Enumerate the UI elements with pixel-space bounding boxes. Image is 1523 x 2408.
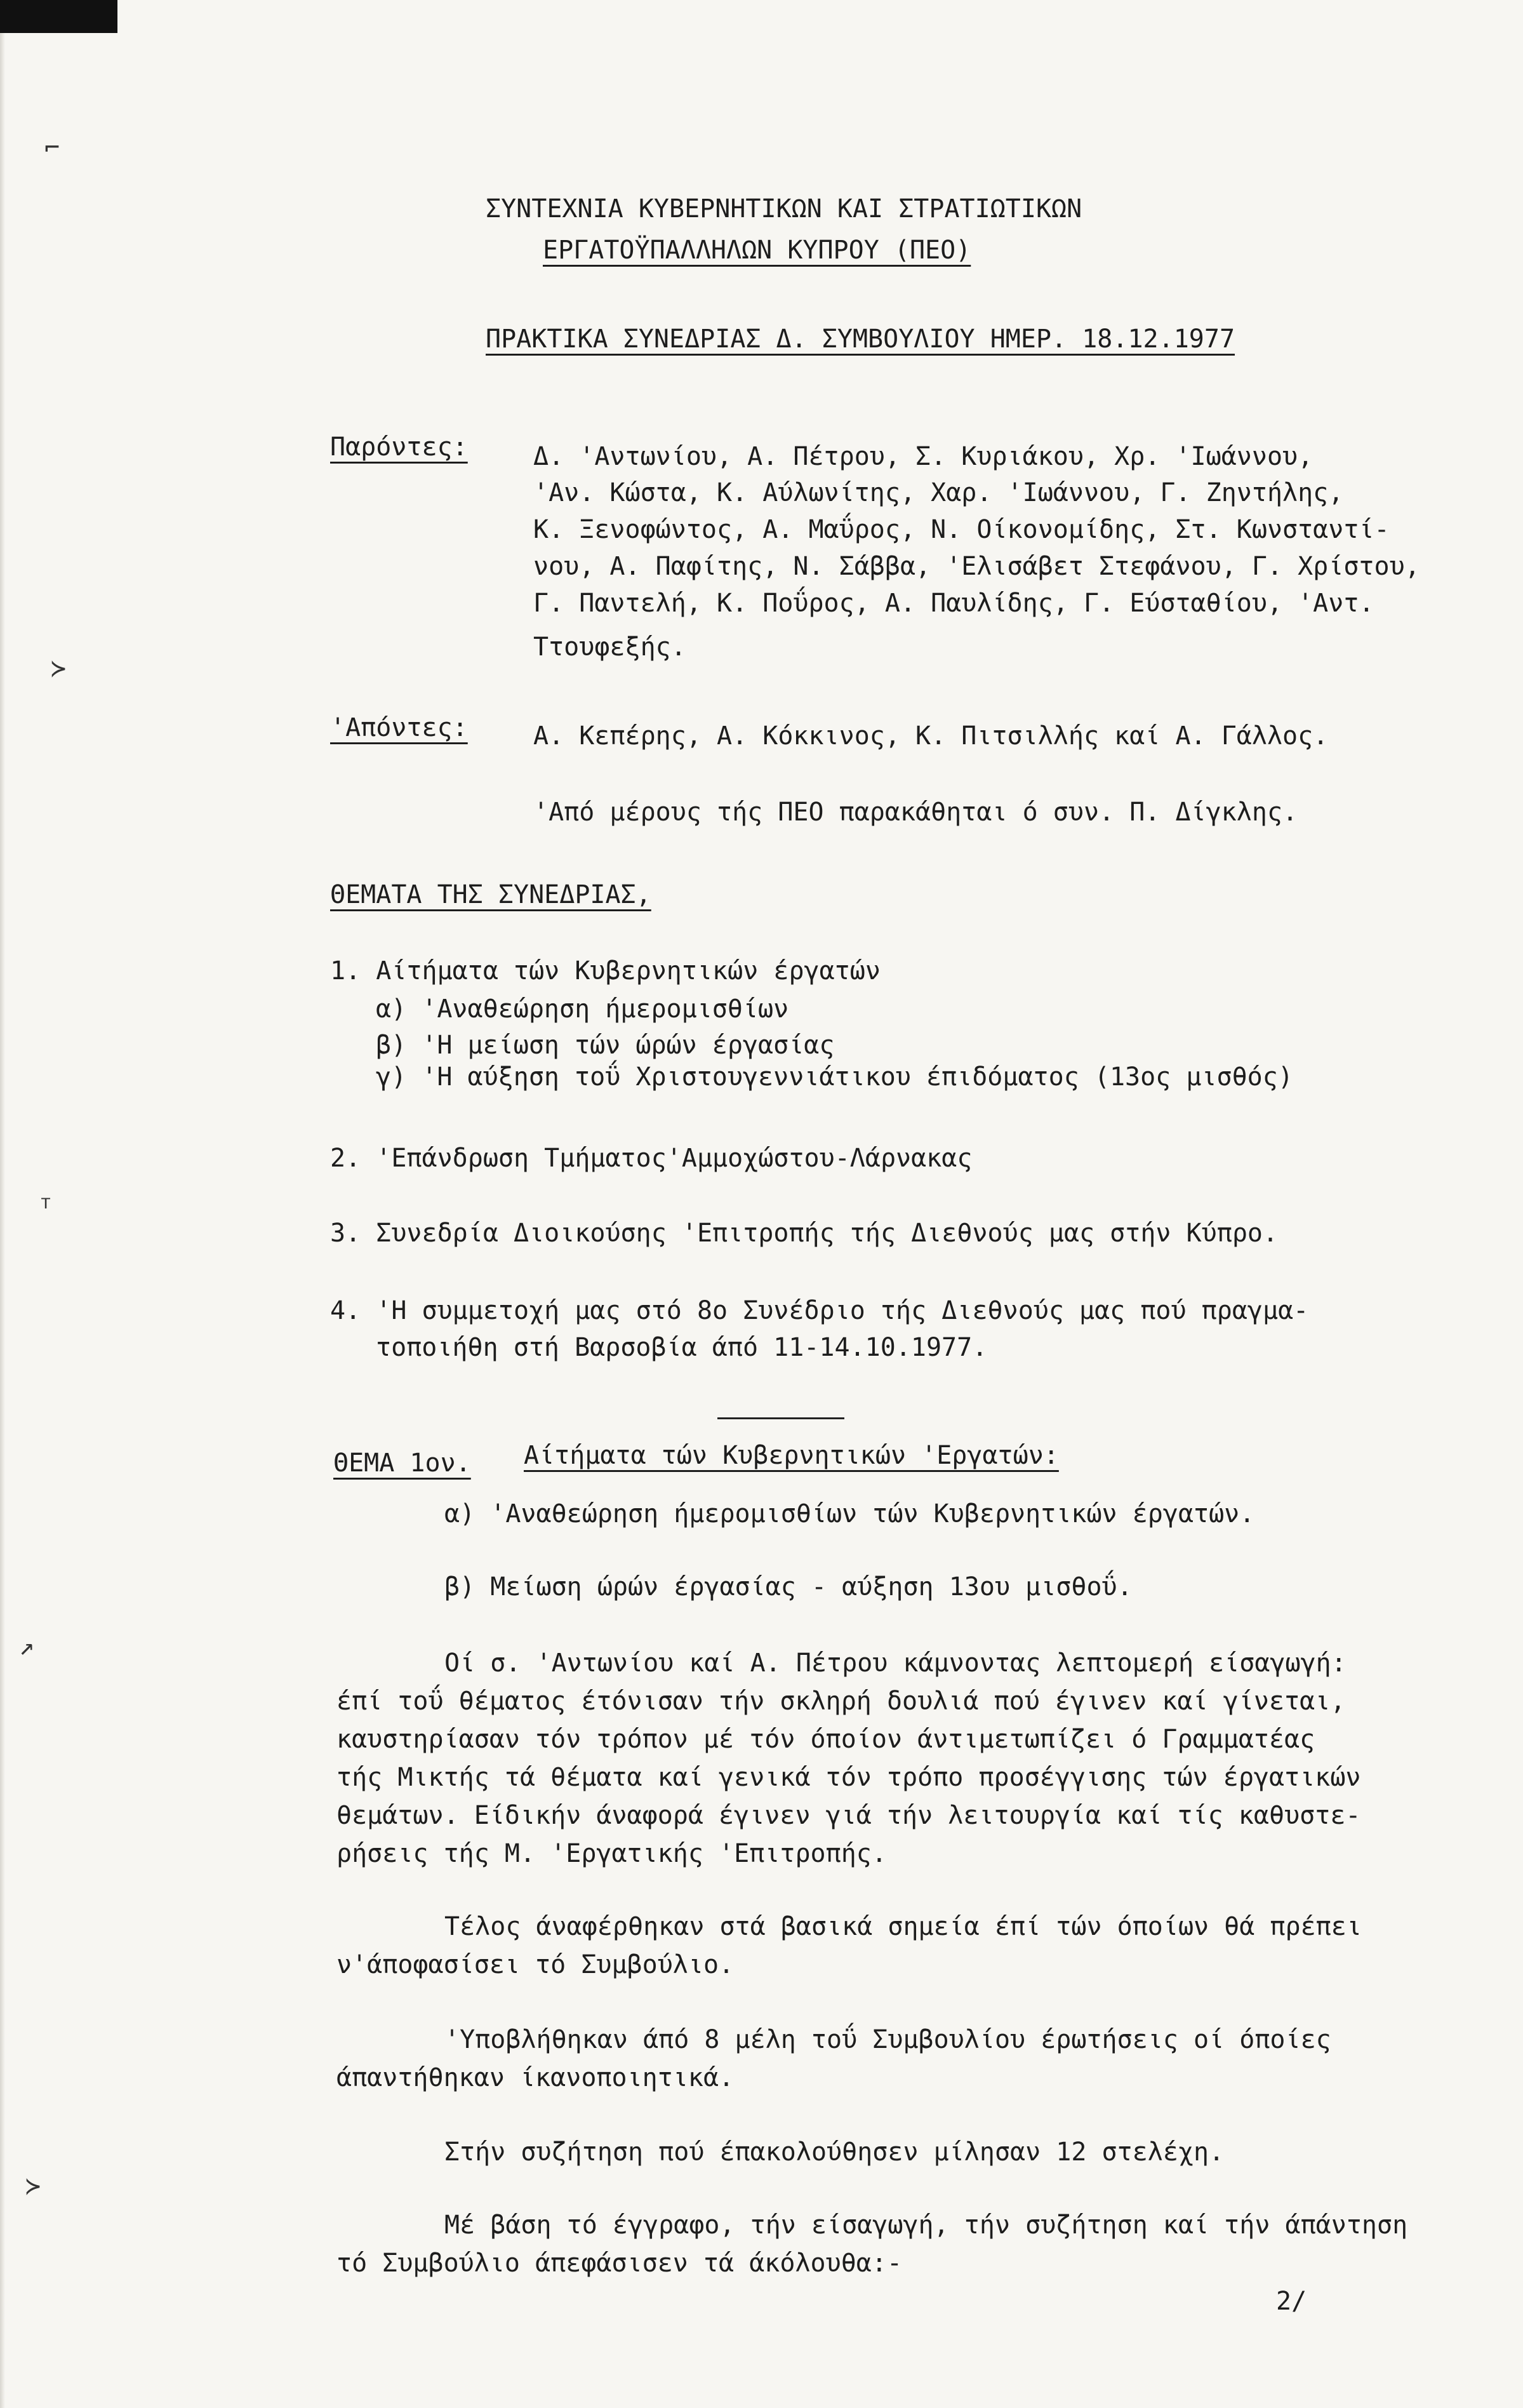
union-name-line2: ΕΡΓΑΤΟΫΠΑΛΛΗΛΩΝ ΚΥΠΡΟΥ (ΠΕΟ)	[543, 236, 971, 265]
body-line: ν'άποφασίσει τό Συμβούλιο.	[336, 1950, 735, 1979]
scan-left-edge	[0, 33, 5, 2408]
margin-mark: ≻	[25, 2172, 41, 2201]
scan-corner-mark	[0, 0, 117, 33]
margin-mark: ≻	[51, 654, 67, 683]
theme1-title: Αίτήματα τών Κυβερνητικών 'Εργατών:	[524, 1441, 1059, 1470]
minutes-title: ΠΡΑΚΤΙΚΑ ΣΥΝΕΔΡΙΑΣ Δ. ΣΥΜΒΟΥΛΙΟΥ ΗΜΕΡ. 18.12.1977	[486, 324, 1235, 354]
body-line: θεμάτων. Είδικήν άναφορά έγινεν γιά τήν λειτουργία καί τίς καθυστε-	[336, 1801, 1361, 1830]
agenda-item-4-cont: τοποιήθη στή Βαρσοβία άπό 11-14.10.1977.	[376, 1333, 988, 1362]
body-line: τής Μικτής τά θέματα καί γενικά τόν τρόπο προσέγγισης τών έργατικών	[336, 1763, 1361, 1792]
margin-mark: ⌐	[44, 133, 60, 163]
present-line: Κ. Ξενοφώντος, Α. Μαΰρος, Ν. Οίκονομίδης, Στ. Κωνσταντί-	[533, 515, 1390, 544]
margin-mark: ᵀ	[38, 1194, 54, 1223]
body-line: τό Συμβούλιο άπεφάσισεν τά άκόλουθα:-	[336, 2249, 903, 2278]
section-divider	[717, 1417, 844, 1419]
union-name-line1: ΣΥΝΤΕΧΝΙΑ ΚΥΒΕΡΝΗΤΙΚΩΝ ΚΑΙ ΣΤΡΑΤΙΩΤΙΚΩΝ	[486, 194, 1082, 224]
body-line: καυστηρίασαν τόν τρόπον μέ τόν όποίον άντιμετωπίζει ό Γραμματέας	[336, 1725, 1315, 1754]
agenda-item-1-sub: α) 'Αναθεώρηση ήμερομισθίων	[376, 994, 789, 1024]
present-line: νου, Α. Παφίτης, Ν. Σάββα, 'Ελισάβετ Στεφάνου, Γ. Χρίστου,	[533, 552, 1420, 581]
agenda-item-3: 3. Συνεδρία Διοικούσης 'Επιτροπής τής Διεθνούς μας στήν Κύπρο.	[330, 1219, 1279, 1248]
theme1-label: ΘΕΜΑ 1ον.	[333, 1448, 471, 1478]
agenda-item-1-sub: γ) 'Η αύξηση τοΰ Χριστουγεννιάτικου έπιδόματος (13ος μισθός)	[376, 1062, 1293, 1092]
agenda-item-4: 4. 'Η συμμετοχή μας στό 8ο Συνέδριο τής Διεθνούς μας πού πραγμα-	[330, 1296, 1309, 1325]
present-label: Παρόντες:	[330, 432, 468, 462]
agenda-heading: ΘΕΜΑΤΑ ΤΗΣ ΣΥΝΕΔΡΙΑΣ,	[330, 880, 651, 909]
absent-label: 'Απόντες:	[330, 713, 468, 742]
body-line: άπαντήθηκαν ίκανοποιητικά.	[336, 2063, 735, 2092]
theme1-sub-a: α) 'Αναθεώρηση ήμερομισθίων τών Κυβερνητικών έργατών.	[444, 1499, 1255, 1528]
agenda-item-1-sub: β) 'Η μείωση τών ώρών έργασίας	[376, 1031, 835, 1060]
body-line: Οί σ. 'Αντωνίου καί Α. Πέτρου κάμνοντας λεπτομερή είσαγωγή:	[444, 1649, 1347, 1678]
page-marker: 2/	[1276, 2287, 1307, 2316]
agenda-item-2: 2. 'Επάνδρωση Τμήματος'Αμμοχώστου-Λάρνακας	[330, 1144, 973, 1173]
agenda-item-1: 1. Αίτήματα τών Κυβερνητικών έργατών	[330, 956, 881, 986]
present-line: Γ. Παντελή, Κ. Ποΰρος, Α. Παυλίδης, Γ. Εύσταθίου, 'Αντ.	[533, 589, 1374, 618]
absent-line: Α. Κεπέρης, Α. Κόκκινος, Κ. Πιτσιλλής καί Α. Γάλλος.	[533, 721, 1329, 751]
body-line: Στήν συζήτηση πού έπακολούθησεν μίλησαν 12 στελέχη.	[444, 2137, 1225, 2167]
body-line: ρήσεις τής Μ. 'Εργατικής 'Επιτροπής.	[336, 1839, 887, 1868]
present-line: Δ. 'Αντωνίου, Α. Πέτρου, Σ. Κυριάκου, Χρ. 'Ιωάννου,	[533, 442, 1314, 471]
present-line: 'Αν. Κώστα, Κ. Αύλωνίτης, Χαρ. 'Ιωάννου, Γ. Ζηντήλης,	[533, 478, 1344, 507]
theme1-sub-b: β) Μείωση ώρών έργασίας - αύξηση 13ου μισθοΰ.	[444, 1572, 1133, 1602]
body-line: 'Υποβλήθηκαν άπό 8 μέλη τοΰ Συμβουλίου έρωτήσεις οί όποίες	[444, 2025, 1331, 2054]
body-line: Τέλος άναφέρθηκαν στά βασικά σημεία έπί τών όποίων θά πρέπει	[444, 1912, 1362, 1941]
peo-note: 'Από μέρους τής ΠΕΟ παρακάθηται ό συν. Π. Δίγκλης.	[533, 798, 1298, 827]
present-line: Ττουφεξής.	[533, 632, 686, 662]
margin-mark: ↗	[19, 1632, 35, 1661]
body-line: Μέ βάση τό έγγραφο, τήν είσαγωγή, τήν συζήτηση καί τήν άπάντηση	[444, 2211, 1408, 2240]
body-line: έπί τοΰ θέματος έτόνισαν τήν σκληρή δουλιά πού έγινεν καί γίνεται,	[336, 1687, 1346, 1716]
